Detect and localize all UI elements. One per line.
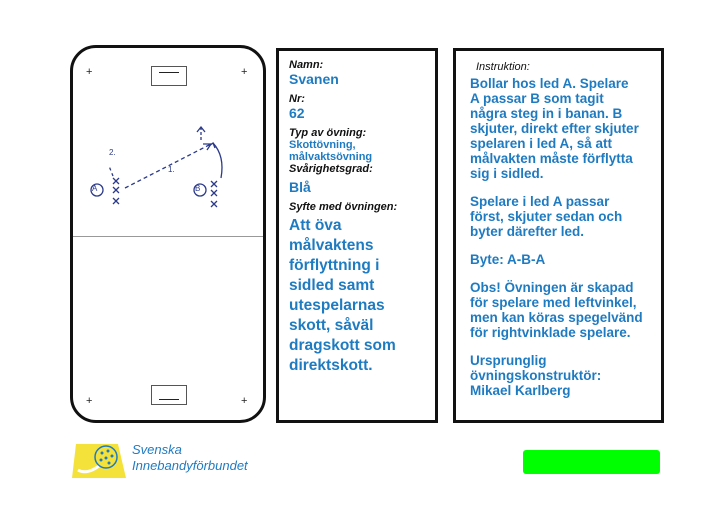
logo-line: Svenska <box>132 442 182 457</box>
floorball-logo-icon <box>70 440 130 482</box>
faceoff-dot: + <box>86 395 93 407</box>
logo-line: Innebandyförbundet <box>132 458 248 473</box>
instruction-line: A passar B som tagit <box>470 91 604 106</box>
instruction-line: först, skjuter sedan och <box>470 209 623 224</box>
instruction-line: målvakten måste förflytta <box>470 151 633 166</box>
purpose-line: skott, såväl <box>289 317 374 334</box>
purpose-line: utespelarnas <box>289 297 385 314</box>
purpose-line: sidled samt <box>289 277 375 294</box>
instructions-label: Instruktion: <box>476 61 530 73</box>
federation-logo <box>70 440 270 482</box>
difficulty-label: Svårighetsgrad: <box>289 163 373 175</box>
instruction-paragraph <box>470 76 649 181</box>
instruction-line: övningskonstruktör: <box>470 368 602 383</box>
instruction-line: Bollar hos led A. Spelare <box>470 76 629 91</box>
instruction-line: sig i sidled. <box>470 166 544 181</box>
name-value: Svanen <box>289 71 339 87</box>
instruction-line: byter därefter led. <box>470 224 585 239</box>
instruction-paragraph <box>470 280 649 340</box>
rotation-text: Byte: A-B-A <box>470 252 546 267</box>
logo-text <box>132 442 248 474</box>
nr-value: 62 <box>289 105 305 121</box>
drill-drawing <box>73 48 263 420</box>
player-a-label: A <box>92 184 98 193</box>
type-value: Skottövning, <box>289 139 356 151</box>
purpose-line: direktskott. <box>289 357 373 374</box>
instruction-line: några steg in i banan. B <box>470 106 623 121</box>
rink-diagram <box>70 45 266 423</box>
purpose-line: förflyttning i <box>289 257 380 274</box>
step-1-label: 1. <box>168 165 175 174</box>
drill-info-panel <box>276 48 438 423</box>
instruction-line: Obs! Övningen är skapad <box>470 280 634 295</box>
purpose-text <box>289 216 425 376</box>
nr-label: Nr: <box>289 93 305 105</box>
purpose-line: Att öva <box>289 217 342 234</box>
faceoff-dot: + <box>241 395 248 407</box>
purpose-line: dragskott som <box>289 337 396 354</box>
instruction-line: för spelare med leftvinkel, <box>470 295 637 310</box>
faceoff-dot: + <box>86 66 93 78</box>
instruction-line: Mikael Karlberg <box>470 383 571 398</box>
instruction-line: Spelare i led A passar <box>470 194 610 209</box>
faceoff-dot: + <box>241 66 248 78</box>
instruction-line: Ursprunglig <box>470 353 547 368</box>
green-action-button[interactable] <box>523 450 660 474</box>
player-b-label: B <box>195 184 201 193</box>
difficulty-value: Blå <box>289 179 311 195</box>
instruction-paragraph <box>470 194 649 239</box>
purpose-label: Syfte med övningen: <box>289 201 398 213</box>
purpose-line: målvaktens <box>289 237 374 254</box>
type-label: Typ av övning: <box>289 127 367 139</box>
instruction-line: men kan köras spegelvänd <box>470 310 643 325</box>
instructions-panel <box>453 48 664 423</box>
step-2-label: 2. <box>109 148 116 157</box>
name-label: Namn: <box>289 59 324 71</box>
type-value: målvaktsövning <box>289 151 373 163</box>
instruction-line: för rightvinklade spelare. <box>470 325 631 340</box>
instruction-line: skjuter, direkt efter skjuter <box>470 121 639 136</box>
author-paragraph <box>470 353 649 398</box>
instruction-line: spelaren i led A, så att <box>470 136 613 151</box>
